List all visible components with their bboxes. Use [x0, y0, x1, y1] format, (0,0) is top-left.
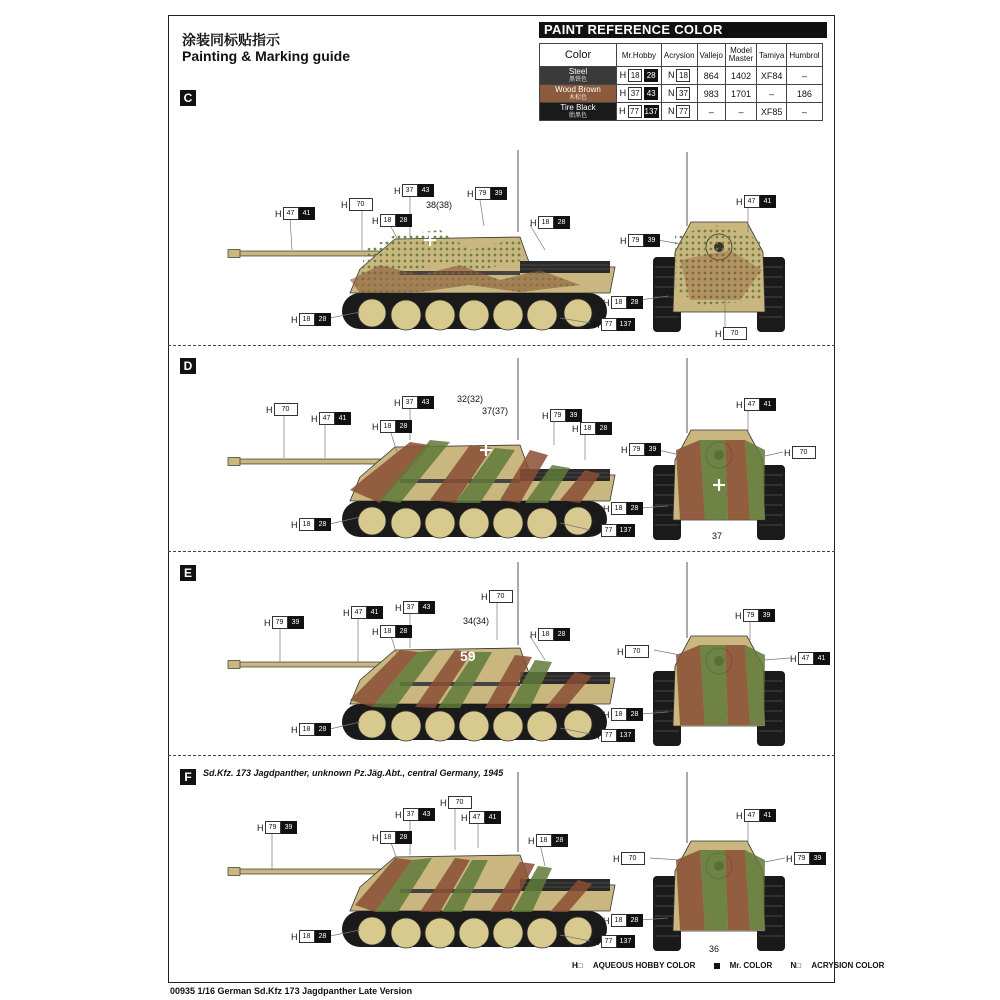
paint-callout: H 18 28 — [528, 834, 568, 847]
vallejo-code: 864 — [697, 67, 725, 85]
vehicle-f-side — [228, 855, 615, 948]
model-master-code: 1701 — [725, 85, 756, 103]
paint-callout: H 79 39 — [621, 443, 661, 456]
paint-callout: H 18 28 — [530, 628, 570, 641]
col-acrysion: Acrysion — [661, 44, 697, 67]
decal-number: 36 — [709, 944, 720, 954]
tamiya-code: – — [756, 85, 786, 103]
paint-callout: H 70 — [613, 852, 645, 865]
paint-callout: H 47 41 — [736, 195, 776, 208]
swatch-tire-black: Tire Black 胎黑色 — [540, 103, 617, 121]
humbrol-code: – — [787, 103, 822, 121]
paint-callout: H 79 39 — [786, 852, 826, 865]
paint-callout: H 79 39 — [467, 187, 507, 200]
paint-callout: H 18 28 — [291, 313, 331, 326]
paint-callout: H 18 28 — [603, 296, 643, 309]
section-f-caption: Sd.Kfz. 173 Jagdpanther, unknown Pz.Jäg.Abt., central Germany, 1945 — [203, 768, 504, 778]
paint-callout: H 47 41 — [736, 398, 776, 411]
col-vallejo: Vallejo — [697, 44, 725, 67]
acrysion-code: N 37 — [661, 85, 697, 103]
paint-callout: H 18 28 — [372, 420, 412, 433]
paint-callout: H 18 28 — [372, 214, 412, 227]
paint-reference-heading: PAINT REFERENCE COLOR — [539, 22, 827, 38]
mr-hobby-code: H 77 137 — [617, 103, 662, 121]
paint-callout: H 37 43 — [394, 396, 434, 409]
paint-callout: H 18 28 — [291, 518, 331, 531]
paint-callout: H 79 39 — [264, 616, 304, 629]
guide-title-chinese: 涂装同标贴指示 — [182, 32, 280, 48]
paint-callout: H 47 41 — [790, 652, 830, 665]
paint-callout: H 18 28 — [530, 216, 570, 229]
paint-callout: H 18 28 — [572, 422, 612, 435]
color-legend — [556, 961, 884, 970]
paint-callout: H 47 41 — [311, 412, 351, 425]
humbrol-code: – — [787, 67, 822, 85]
paint-callout: H 18 28 — [372, 625, 412, 638]
paint-callout: H 79 39 — [620, 234, 660, 247]
guide-title: Painting & Marking guide — [182, 48, 351, 64]
paint-callout: H 70 — [266, 403, 298, 416]
section-label-c: C — [180, 90, 196, 106]
vehicle-c-side — [228, 230, 615, 330]
mr-hobby-code: H 18 28 — [617, 67, 662, 85]
model-master-code: – — [725, 103, 756, 121]
paint-callout: H 70 — [617, 645, 649, 658]
paint-callout: H 77 137 — [593, 524, 635, 537]
legend-h: H□ AQUEOUS HOBBY COLOR — [572, 961, 696, 970]
paint-callout: H 47 41 — [275, 207, 315, 220]
decal-number: 37(37) — [482, 406, 509, 416]
swatch-wood-brown: Wood Brown 木棕色 — [540, 85, 617, 103]
vehicle-f-front — [653, 841, 785, 951]
acrysion-code: N 77 — [661, 103, 697, 121]
decal-number: 38(38) — [426, 200, 453, 210]
paint-callout: H 70 — [341, 198, 373, 211]
paint-callout: H 18 28 — [372, 831, 412, 844]
vehicle-d-side — [228, 440, 615, 538]
col-humbrol: Humbrol — [787, 44, 822, 67]
col-color: Color — [540, 44, 617, 67]
paint-callout: H 18 28 — [603, 708, 643, 721]
paint-callout: H 47 41 — [461, 811, 501, 824]
paint-callout: H 77 137 — [593, 935, 635, 948]
paint-callout: H 18 28 — [291, 930, 331, 943]
col-mr-hobby: Mr.Hobby — [617, 44, 662, 67]
paint-callout: H 37 43 — [394, 184, 434, 197]
paint-callout: H 79 39 — [257, 821, 297, 834]
paint-callout: H 47 41 — [343, 606, 383, 619]
vehicle-c-front — [653, 222, 785, 332]
paint-callout: H 77 137 — [593, 318, 635, 331]
paint-callout: H 70 — [440, 796, 472, 809]
paint-callout: H 70 — [481, 590, 513, 603]
section-label-f: F — [180, 769, 196, 785]
section-label-e: E — [180, 565, 196, 581]
paint-callout: H 47 41 — [736, 809, 776, 822]
col-model-master: Model Master — [725, 44, 756, 67]
decal-number: 32(32) — [457, 394, 484, 404]
section-label-d: D — [180, 358, 196, 374]
legend-mr: Mr. COLOR — [706, 961, 773, 970]
tamiya-code: XF84 — [756, 67, 786, 85]
vehicle-e-side — [228, 648, 615, 741]
paint-callout: H 37 43 — [395, 808, 435, 821]
paint-callout: H 18 28 — [291, 723, 331, 736]
paint-callout: H 37 43 — [395, 601, 435, 614]
legend-n: N□ ACRYSION COLOR — [790, 961, 885, 970]
decal-number: 34(34) — [463, 616, 490, 626]
paint-callout: H 18 28 — [603, 914, 643, 927]
paint-callout: H 79 39 — [542, 409, 582, 422]
paint-callout: H 70 — [715, 327, 747, 340]
humbrol-code: 186 — [787, 85, 822, 103]
decal-number: 37 — [712, 531, 723, 541]
paint-callout: H 77 137 — [593, 729, 635, 742]
tamiya-code: XF85 — [756, 103, 786, 121]
acrysion-code: N 18 — [661, 67, 697, 85]
vallejo-code: – — [697, 103, 725, 121]
mr-hobby-code: H 37 43 — [617, 85, 662, 103]
vehicle-e-front — [653, 636, 785, 746]
model-master-code: 1402 — [725, 67, 756, 85]
product-footer: 00935 1/16 German Sd.Kfz 173 Jagdpanther Late Version — [170, 986, 413, 996]
side-marking-59: 59 — [460, 648, 476, 664]
paint-callout: H 70 — [784, 446, 816, 459]
paint-callout: H 18 28 — [603, 502, 643, 515]
col-tamiya: Tamiya — [756, 44, 786, 67]
swatch-steel: Steel 黑铁色 — [540, 67, 617, 85]
vallejo-code: 983 — [697, 85, 725, 103]
paint-callout: H 79 39 — [735, 609, 775, 622]
